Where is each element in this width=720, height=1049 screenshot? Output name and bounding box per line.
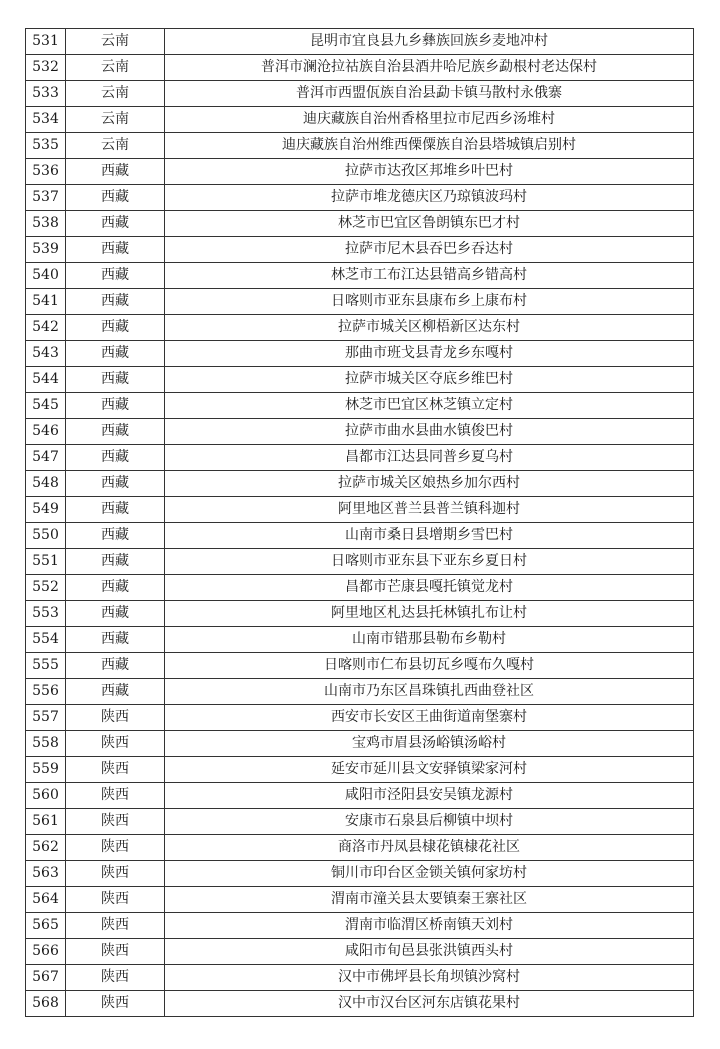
table-row: [26, 965, 694, 991]
table-row: [26, 757, 694, 783]
row-number-cell: 546: [26, 419, 66, 445]
row-number-cell: 531: [26, 29, 66, 55]
village-name-cell: 汉中市佛坪县长角坝镇沙窝村: [165, 965, 694, 991]
village-name-cell: 林芝市巴宜区林芝镇立定村: [165, 393, 694, 419]
village-name-cell: 那曲市班戈县青龙乡东嘎村: [165, 341, 694, 367]
province-cell: 西藏: [66, 471, 165, 497]
row-number-cell: 539: [26, 237, 66, 263]
province-cell: 西藏: [66, 419, 165, 445]
province-cell: 西藏: [66, 445, 165, 471]
table-row: [26, 653, 694, 679]
province-cell: 西藏: [66, 393, 165, 419]
row-number-cell: 567: [26, 965, 66, 991]
table-row: [26, 315, 694, 341]
row-number-cell: 532: [26, 55, 66, 81]
village-name-cell: 延安市延川县文安驿镇梁家河村: [165, 757, 694, 783]
village-name-cell: 拉萨市城关区柳梧新区达东村: [165, 315, 694, 341]
table-row: [26, 731, 694, 757]
village-name-cell: 昌都市江达县同普乡夏乌村: [165, 445, 694, 471]
province-cell: 西藏: [66, 679, 165, 705]
table-row: [26, 523, 694, 549]
table-row: [26, 991, 694, 1017]
province-cell: 陕西: [66, 913, 165, 939]
table-row: [26, 367, 694, 393]
table-row: [26, 471, 694, 497]
village-name-cell: 山南市错那县勒布乡勒村: [165, 627, 694, 653]
province-cell: 西藏: [66, 497, 165, 523]
province-cell: 陕西: [66, 705, 165, 731]
province-cell: 陕西: [66, 991, 165, 1017]
village-name-cell: 渭南市潼关县太要镇秦王寨社区: [165, 887, 694, 913]
province-cell: 陕西: [66, 861, 165, 887]
table-row: [26, 211, 694, 237]
table-row: [26, 445, 694, 471]
table-row: [26, 263, 694, 289]
province-cell: 西藏: [66, 549, 165, 575]
row-number-cell: 535: [26, 133, 66, 159]
province-cell: 云南: [66, 133, 165, 159]
row-number-cell: 542: [26, 315, 66, 341]
province-cell: 西藏: [66, 185, 165, 211]
province-cell: 陕西: [66, 757, 165, 783]
village-name-cell: 普洱市澜沧拉祜族自治县酒井哈尼族乡勐根村老达保村: [165, 55, 694, 81]
province-cell: 西藏: [66, 627, 165, 653]
row-number-cell: 533: [26, 81, 66, 107]
village-name-cell: 林芝市工布江达县错高乡错高村: [165, 263, 694, 289]
village-name-cell: 林芝市巴宜区鲁朗镇东巴才村: [165, 211, 694, 237]
province-cell: 陕西: [66, 835, 165, 861]
village-name-cell: 日喀则市亚东县康布乡上康布村: [165, 289, 694, 315]
row-number-cell: 543: [26, 341, 66, 367]
table-row: [26, 575, 694, 601]
row-number-cell: 549: [26, 497, 66, 523]
row-number-cell: 538: [26, 211, 66, 237]
table-row: [26, 341, 694, 367]
province-cell: 西藏: [66, 159, 165, 185]
province-cell: 西藏: [66, 367, 165, 393]
table-row: [26, 29, 694, 55]
row-number-cell: 568: [26, 991, 66, 1017]
province-cell: 陕西: [66, 783, 165, 809]
province-cell: 陕西: [66, 887, 165, 913]
row-number-cell: 537: [26, 185, 66, 211]
province-cell: 陕西: [66, 809, 165, 835]
village-name-cell: 迪庆藏族自治州香格里拉市尼西乡汤堆村: [165, 107, 694, 133]
village-name-cell: 咸阳市旬邑县张洪镇西头村: [165, 939, 694, 965]
village-name-cell: 拉萨市城关区夺底乡维巴村: [165, 367, 694, 393]
row-number-cell: 553: [26, 601, 66, 627]
village-list-table-container: [25, 28, 693, 1017]
village-name-cell: 日喀则市仁布县切瓦乡嘎布久嘎村: [165, 653, 694, 679]
row-number-cell: 564: [26, 887, 66, 913]
table-row: [26, 185, 694, 211]
table-row: [26, 627, 694, 653]
village-name-cell: 西安市长安区王曲街道南堡寨村: [165, 705, 694, 731]
row-number-cell: 565: [26, 913, 66, 939]
row-number-cell: 552: [26, 575, 66, 601]
village-name-cell: 渭南市临渭区桥南镇天刘村: [165, 913, 694, 939]
row-number-cell: 562: [26, 835, 66, 861]
village-name-cell: 咸阳市泾阳县安吴镇龙源村: [165, 783, 694, 809]
row-number-cell: 545: [26, 393, 66, 419]
row-number-cell: 557: [26, 705, 66, 731]
table-row: [26, 549, 694, 575]
table-row: [26, 133, 694, 159]
row-number-cell: 555: [26, 653, 66, 679]
province-cell: 西藏: [66, 289, 165, 315]
province-cell: 西藏: [66, 601, 165, 627]
table-row: [26, 601, 694, 627]
village-name-cell: 安康市石泉县后柳镇中坝村: [165, 809, 694, 835]
table-row: [26, 705, 694, 731]
village-name-cell: 迪庆藏族自治州维西傈僳族自治县塔城镇启别村: [165, 133, 694, 159]
province-cell: 西藏: [66, 653, 165, 679]
village-name-cell: 阿里地区札达县托林镇扎布让村: [165, 601, 694, 627]
village-name-cell: 昌都市芒康县嘎托镇觉龙村: [165, 575, 694, 601]
row-number-cell: 551: [26, 549, 66, 575]
row-number-cell: 556: [26, 679, 66, 705]
province-cell: 西藏: [66, 575, 165, 601]
row-number-cell: 566: [26, 939, 66, 965]
row-number-cell: 547: [26, 445, 66, 471]
village-name-cell: 普洱市西盟佤族自治县勐卡镇马散村永俄寨: [165, 81, 694, 107]
table-row: [26, 809, 694, 835]
province-cell: 陕西: [66, 731, 165, 757]
row-number-cell: 534: [26, 107, 66, 133]
table-row: [26, 419, 694, 445]
village-name-cell: 汉中市汉台区河东店镇花果村: [165, 991, 694, 1017]
row-number-cell: 560: [26, 783, 66, 809]
village-name-cell: 拉萨市达孜区邦堆乡叶巴村: [165, 159, 694, 185]
province-cell: 云南: [66, 29, 165, 55]
row-number-cell: 544: [26, 367, 66, 393]
province-cell: 云南: [66, 107, 165, 133]
row-number-cell: 536: [26, 159, 66, 185]
table-row: [26, 497, 694, 523]
table-row: [26, 887, 694, 913]
row-number-cell: 550: [26, 523, 66, 549]
row-number-cell: 558: [26, 731, 66, 757]
village-name-cell: 山南市乃东区昌珠镇扎西曲登社区: [165, 679, 694, 705]
table-row: [26, 289, 694, 315]
row-number-cell: 561: [26, 809, 66, 835]
row-number-cell: 563: [26, 861, 66, 887]
table-row: [26, 393, 694, 419]
province-cell: 西藏: [66, 315, 165, 341]
row-number-cell: 540: [26, 263, 66, 289]
table-row: [26, 835, 694, 861]
province-cell: 西藏: [66, 211, 165, 237]
village-name-cell: 宝鸡市眉县汤峪镇汤峪村: [165, 731, 694, 757]
village-name-cell: 拉萨市城关区娘热乡加尔西村: [165, 471, 694, 497]
row-number-cell: 548: [26, 471, 66, 497]
table-row: [26, 861, 694, 887]
table-row: [26, 107, 694, 133]
village-name-cell: 拉萨市尼木县吞巴乡吞达村: [165, 237, 694, 263]
province-cell: 西藏: [66, 523, 165, 549]
province-cell: 云南: [66, 55, 165, 81]
village-name-cell: 铜川市印台区金锁关镇何家坊村: [165, 861, 694, 887]
village-name-cell: 商洛市丹凤县棣花镇棣花社区: [165, 835, 694, 861]
province-cell: 云南: [66, 81, 165, 107]
province-cell: 西藏: [66, 341, 165, 367]
province-cell: 陕西: [66, 965, 165, 991]
table-row: [26, 159, 694, 185]
table-row: [26, 783, 694, 809]
table-row: [26, 913, 694, 939]
table-body: [26, 29, 694, 1017]
village-name-cell: 日喀则市亚东县下亚东乡夏日村: [165, 549, 694, 575]
province-cell: 西藏: [66, 237, 165, 263]
village-name-cell: 阿里地区普兰县普兰镇科迦村: [165, 497, 694, 523]
table-row: [26, 237, 694, 263]
row-number-cell: 559: [26, 757, 66, 783]
table-row: [26, 939, 694, 965]
village-list-table: [25, 28, 694, 1017]
village-name-cell: 昆明市宜良县九乡彝族回族乡麦地冲村: [165, 29, 694, 55]
village-name-cell: 拉萨市曲水县曲水镇俊巴村: [165, 419, 694, 445]
table-row: [26, 81, 694, 107]
province-cell: 西藏: [66, 263, 165, 289]
village-name-cell: 山南市桑日县增期乡雪巴村: [165, 523, 694, 549]
row-number-cell: 541: [26, 289, 66, 315]
village-name-cell: 拉萨市堆龙德庆区乃琼镇波玛村: [165, 185, 694, 211]
table-row: [26, 679, 694, 705]
row-number-cell: 554: [26, 627, 66, 653]
table-row: [26, 55, 694, 81]
province-cell: 陕西: [66, 939, 165, 965]
